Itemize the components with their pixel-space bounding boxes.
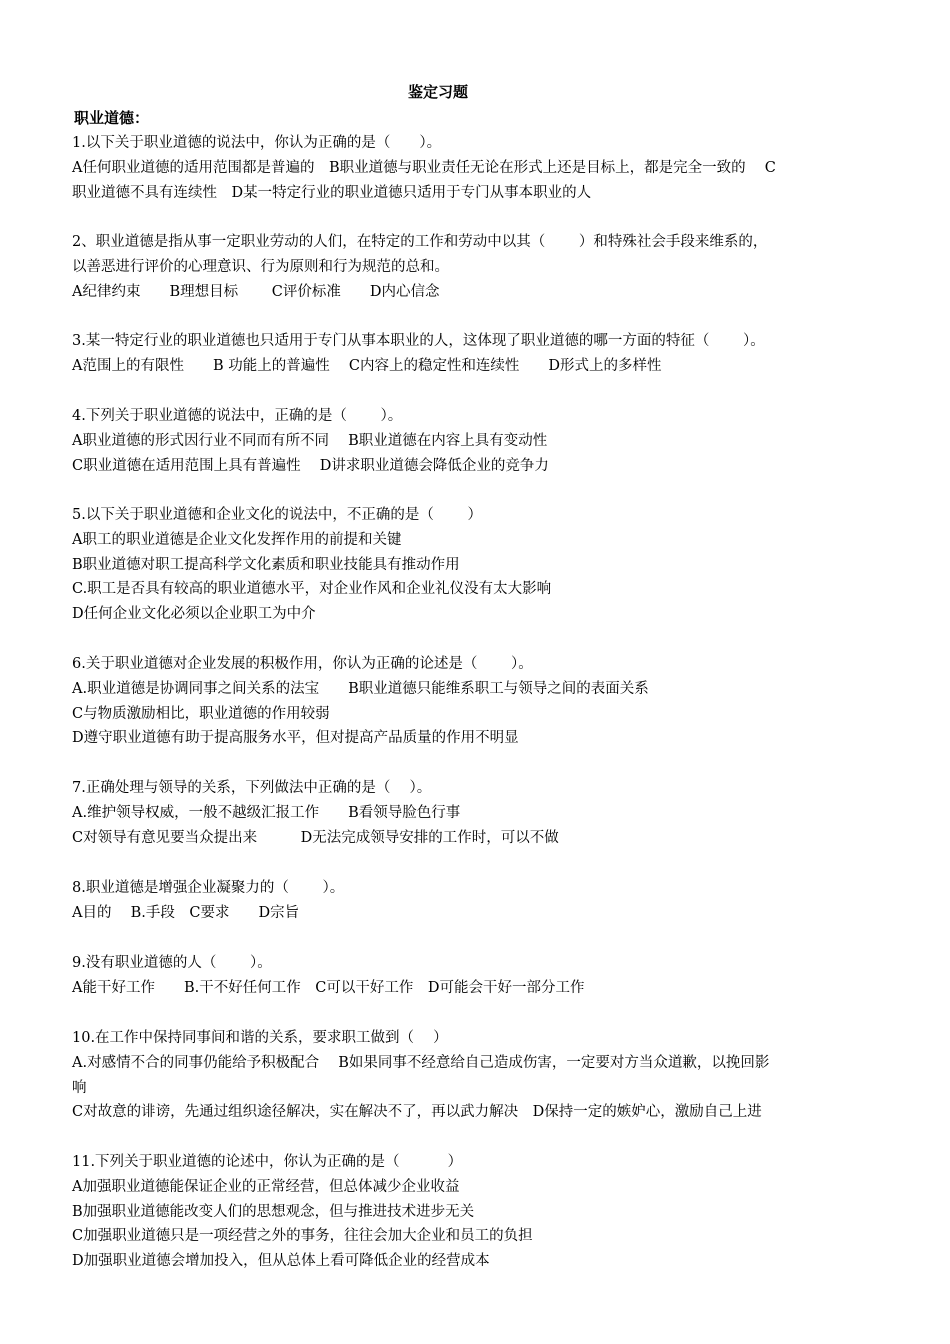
- question-4: [72, 404, 890, 478]
- question-6: [72, 652, 890, 751]
- question-options: B职业道德对职工提高科学文化素质和职业技能具有推动作用: [72, 556, 460, 573]
- question-options: B加强职业道德能改变人们的思想观念，但与推进技术进步无关: [72, 1203, 475, 1220]
- question-options: A职业道德的形式因行业不同而有所不同 B职业道德在内容上具有变动性: [72, 432, 548, 449]
- question-options: D任何企业文化必须以企业职工为中介: [72, 606, 316, 623]
- question-7: [72, 776, 890, 850]
- question-options: A能干好工作 B.干不好任何工作 C可以干好工作 D可能会干好一部分工作: [72, 979, 585, 996]
- question-stem: 4.下列关于职业道德的说法中，正确的是（ ）。: [72, 408, 403, 424]
- question-stem: 5.以下关于职业道德和企业文化的说法中，不正确的是（ ）: [72, 507, 482, 523]
- question-options: A.职业道德是协调同事之间关系的法宝 B职业道德只能维系职工与领导之间的表面关系: [72, 680, 649, 697]
- question-stem: 以善恶进行评价的心理意识、行为原则和行为规范的总和。: [72, 258, 449, 275]
- question-2: [72, 230, 890, 304]
- question-options: A.对感情不合的同事仍能给予积极配合 B如果同事不经意给自己造成伤害，一定要对方当众道歉，以挽回影: [72, 1054, 770, 1071]
- question-options: C与物质激励相比，职业道德的作用较弱: [72, 705, 330, 722]
- question-options: C对领导有意见要当众提出来 D无法完成领导安排的工作时，可以不做: [72, 829, 559, 846]
- question-stem: 2、职业道德是指从事一定职业劳动的人们，在特定的工作和劳动中以其（ ）和特殊社会手段来维系的，: [72, 234, 768, 250]
- question-options: C加强职业道德只是一项经营之外的事务，往往会加大企业和员工的负担: [72, 1228, 533, 1245]
- question-3: [72, 329, 890, 379]
- question-options: C职业道德在适用范围上具有普遍性 D讲求职业道德会降低企业的竞争力: [72, 457, 549, 474]
- question-options: C.职工是否具有较高的职业道德水平，对企业作风和企业礼仪没有太大影响: [72, 581, 552, 598]
- question-options: D遵守职业道德有助于提高服务水平，但对提高产品质量的作用不明显: [72, 730, 519, 747]
- question-options: A纪律约束 B理想目标 C评价标准 D内心信念: [72, 283, 440, 300]
- question-options: A范围上的有限性 B 功能上的普遍性 C内容上的稳定性和连续性 D形式上的多样性: [72, 357, 662, 374]
- question-9: [72, 951, 890, 1001]
- question-options: A任何职业道德的适用范围都是普遍的 B职业道德与职业责任无论在形式上还是目标上，都是完全一致的 C: [72, 159, 776, 176]
- question-8: [72, 876, 890, 926]
- question-5: [72, 503, 890, 627]
- question-stem: 11.下列关于职业道德的论述中，你认为正确的是（ ）: [72, 1154, 463, 1170]
- document-title: 鉴定习题: [407, 83, 468, 101]
- question-stem: 9.没有职业道德的人（ ）。: [72, 955, 272, 971]
- question-10: [72, 1026, 890, 1125]
- question-stem: 3.某一特定行业的职业道德也只适用于专门从事本职业的人，这体现了职业道德的哪一方面的特征（ ）。: [72, 333, 765, 349]
- section-heading: 职业道德：: [74, 109, 150, 127]
- question-stem: 10.在工作中保持同事间和谐的关系，要求职工做到（ ）: [72, 1030, 448, 1046]
- question-11: [72, 1150, 890, 1274]
- question-options: C对故意的诽谤，先通过组织途径解决，实在解决不了，再以武力解决 D保持一定的嫉妒心，激励自己上进: [72, 1104, 762, 1121]
- question-options: D加强职业道德会增加投入，但从总体上看可降低企业的经营成本: [72, 1253, 490, 1270]
- question-stem: 6.关于职业道德对企业发展的积极作用，你认为正确的论述是（ ）。: [72, 656, 533, 672]
- question-stem: 7.正确处理与领导的关系，下列做法中正确的是（ ）。: [72, 780, 432, 796]
- question-options: A目的 B.手段 C要求 D宗旨: [72, 904, 300, 921]
- question-stem: 8.职业道德是增强企业凝聚力的（ ）。: [72, 880, 345, 896]
- question-options: 响: [72, 1079, 87, 1096]
- question-options: 职业道德不具有连续性 D某一特定行业的职业道德只适用于专门从事本职业的人: [72, 184, 592, 201]
- question-options: A.维护领导权威，一般不越级汇报工作 B看领导脸色行事: [72, 804, 461, 821]
- question-stem: 1.以下关于职业道德的说法中，你认为正确的是（ ）。: [72, 135, 442, 151]
- question-1: [72, 131, 890, 205]
- question-options: A加强职业道德能保证企业的正常经营，但总体减少企业收益: [72, 1178, 460, 1195]
- question-options: A职工的职业道德是企业文化发挥作用的前提和关键: [72, 531, 402, 548]
